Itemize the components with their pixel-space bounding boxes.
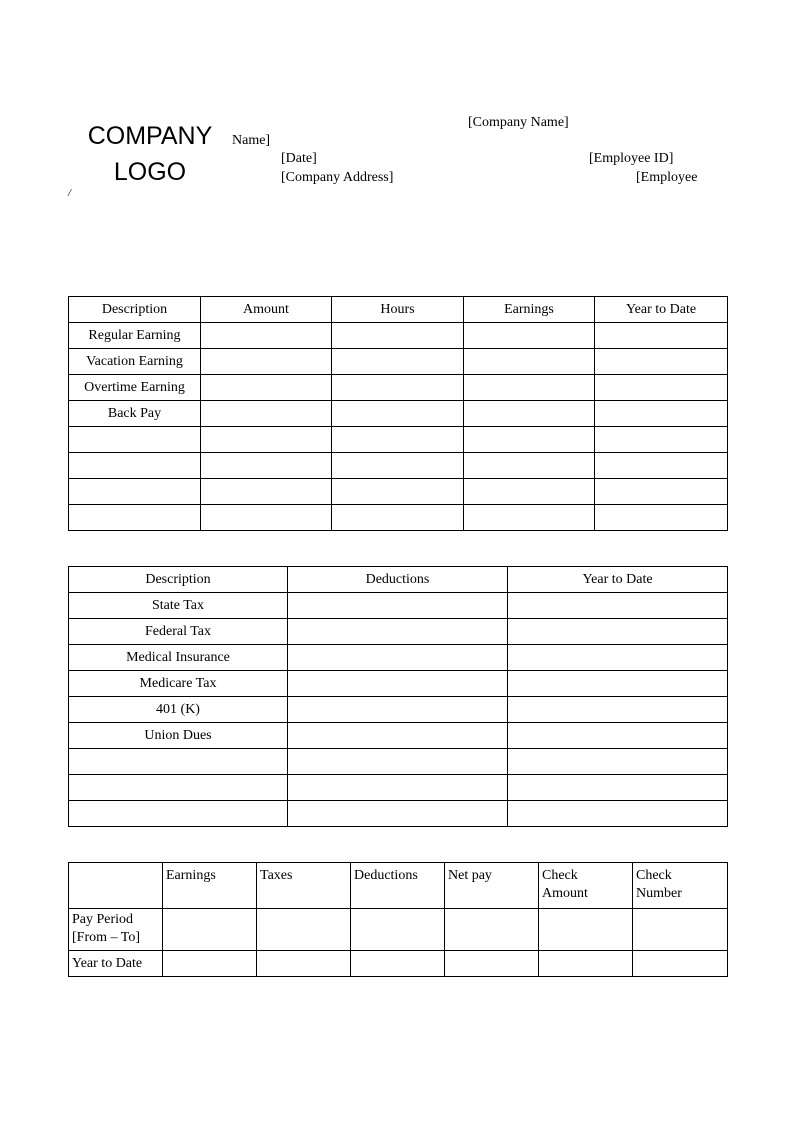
deductions-row <box>69 723 728 749</box>
deductions-row <box>69 775 728 801</box>
deductions-row <box>69 671 728 697</box>
earnings-description-cell: Back Pay <box>69 401 201 427</box>
summary-value-cell <box>163 909 257 951</box>
earnings-row <box>69 401 728 427</box>
earnings-value-cell <box>201 505 332 531</box>
deductions-value-cell <box>288 775 508 801</box>
summary-header-row <box>69 863 728 909</box>
summary-value-cell <box>633 909 728 951</box>
earnings-value-cell <box>332 349 464 375</box>
earnings-row <box>69 505 728 531</box>
company-address: [Company Address] <box>281 170 394 185</box>
employee-fragment: [Employee <box>636 170 698 185</box>
earnings-value-cell <box>332 401 464 427</box>
deductions-description-cell: 401 (K) <box>69 697 288 723</box>
summary-column-header <box>69 863 163 909</box>
deductions-value-cell <box>508 749 728 775</box>
deductions-value-cell <box>288 671 508 697</box>
deductions-table <box>68 566 728 827</box>
earnings-description-cell: Regular Earning <box>69 323 201 349</box>
deductions-value-cell <box>288 723 508 749</box>
deductions-row <box>69 645 728 671</box>
earnings-value-cell <box>332 479 464 505</box>
earnings-row <box>69 453 728 479</box>
date: [Date] <box>281 151 317 166</box>
earnings-value-cell <box>201 323 332 349</box>
deductions-value-cell <box>508 645 728 671</box>
earnings-row <box>69 479 728 505</box>
earnings-value-cell <box>595 479 728 505</box>
earnings-value-cell <box>464 349 595 375</box>
earnings-row <box>69 375 728 401</box>
summary-value-cell <box>445 909 539 951</box>
earnings-description-cell: Overtime Earning <box>69 375 201 401</box>
logo-line-2: LOGO <box>113 158 187 186</box>
earnings-value-cell <box>595 453 728 479</box>
deductions-description-cell: State Tax <box>69 593 288 619</box>
name-fragment: Name] <box>232 133 271 148</box>
earnings-value-cell <box>595 427 728 453</box>
deductions-value-cell <box>508 775 728 801</box>
employee-id: [Employee ID] <box>589 151 674 166</box>
earnings-description-cell <box>69 427 201 453</box>
earnings-value-cell <box>201 427 332 453</box>
earnings-column-header: Year to Date <box>595 297 728 323</box>
summary-column-header: Check Number <box>633 863 728 909</box>
deductions-description-cell <box>69 775 288 801</box>
company-name: [Company Name] <box>468 115 569 130</box>
summary-value-cell <box>539 951 633 977</box>
earnings-description-cell <box>69 479 201 505</box>
summary-value-cell <box>633 951 728 977</box>
deductions-value-cell <box>508 801 728 827</box>
deductions-column-header: Year to Date <box>508 567 728 593</box>
deductions-description-cell: Medicare Tax <box>69 671 288 697</box>
earnings-value-cell <box>332 505 464 531</box>
summary-value-cell <box>257 951 351 977</box>
deductions-description-cell: Medical Insurance <box>69 645 288 671</box>
earnings-row <box>69 349 728 375</box>
summary-value-cell <box>257 909 351 951</box>
earnings-header-row <box>69 297 728 323</box>
earnings-value-cell <box>332 323 464 349</box>
deductions-value-cell <box>288 749 508 775</box>
deductions-header-row <box>69 567 728 593</box>
earnings-value-cell <box>464 505 595 531</box>
deductions-row <box>69 619 728 645</box>
deductions-value-cell <box>508 671 728 697</box>
earnings-description-cell: Vacation Earning <box>69 349 201 375</box>
summary-column-header: Net pay <box>445 863 539 909</box>
deductions-value-cell <box>508 593 728 619</box>
deductions-description-cell <box>69 749 288 775</box>
deductions-value-cell <box>508 697 728 723</box>
earnings-value-cell <box>464 479 595 505</box>
logo-line-1: COMPANY <box>87 122 213 150</box>
earnings-column-header: Earnings <box>464 297 595 323</box>
deductions-value-cell <box>288 645 508 671</box>
deductions-value-cell <box>288 801 508 827</box>
earnings-value-cell <box>201 453 332 479</box>
earnings-value-cell <box>595 401 728 427</box>
deductions-description-cell: Union Dues <box>69 723 288 749</box>
company-logo <box>80 118 220 190</box>
deductions-description-cell: Federal Tax <box>69 619 288 645</box>
earnings-table <box>68 296 728 531</box>
stray-mark: / <box>68 187 72 199</box>
earnings-value-cell <box>201 349 332 375</box>
earnings-value-cell <box>595 323 728 349</box>
earnings-value-cell <box>464 427 595 453</box>
deductions-description-cell <box>69 801 288 827</box>
earnings-value-cell <box>201 375 332 401</box>
earnings-column-header: Description <box>69 297 201 323</box>
earnings-value-cell <box>464 375 595 401</box>
deductions-value-cell <box>508 723 728 749</box>
earnings-column-header: Hours <box>332 297 464 323</box>
deductions-row <box>69 801 728 827</box>
deductions-row <box>69 697 728 723</box>
earnings-value-cell <box>201 479 332 505</box>
deductions-column-header: Deductions <box>288 567 508 593</box>
summary-column-header: Earnings <box>163 863 257 909</box>
summary-row <box>69 909 728 951</box>
earnings-description-cell <box>69 505 201 531</box>
earnings-value-cell <box>332 375 464 401</box>
deductions-value-cell <box>508 619 728 645</box>
deductions-value-cell <box>288 593 508 619</box>
earnings-value-cell <box>332 427 464 453</box>
summary-row-label: Pay Period [From – To] <box>69 909 163 951</box>
deductions-row <box>69 749 728 775</box>
earnings-value-cell <box>464 323 595 349</box>
summary-value-cell <box>539 909 633 951</box>
deductions-row <box>69 593 728 619</box>
earnings-value-cell <box>595 505 728 531</box>
summary-row-label: Year to Date <box>69 951 163 977</box>
earnings-row <box>69 323 728 349</box>
deductions-value-cell <box>288 697 508 723</box>
summary-value-cell <box>445 951 539 977</box>
earnings-row <box>69 427 728 453</box>
earnings-column-header: Amount <box>201 297 332 323</box>
summary-value-cell <box>351 909 445 951</box>
summary-value-cell <box>351 951 445 977</box>
earnings-description-cell <box>69 453 201 479</box>
earnings-value-cell <box>595 375 728 401</box>
summary-column-header: Taxes <box>257 863 351 909</box>
deductions-column-header: Description <box>69 567 288 593</box>
earnings-value-cell <box>201 401 332 427</box>
earnings-value-cell <box>464 401 595 427</box>
earnings-value-cell <box>464 453 595 479</box>
summary-column-header: Deductions <box>351 863 445 909</box>
pay-summary-table <box>68 862 728 977</box>
summary-row <box>69 951 728 977</box>
summary-value-cell <box>163 951 257 977</box>
deductions-value-cell <box>288 619 508 645</box>
earnings-value-cell <box>332 453 464 479</box>
earnings-value-cell <box>595 349 728 375</box>
summary-column-header: Check Amount <box>539 863 633 909</box>
